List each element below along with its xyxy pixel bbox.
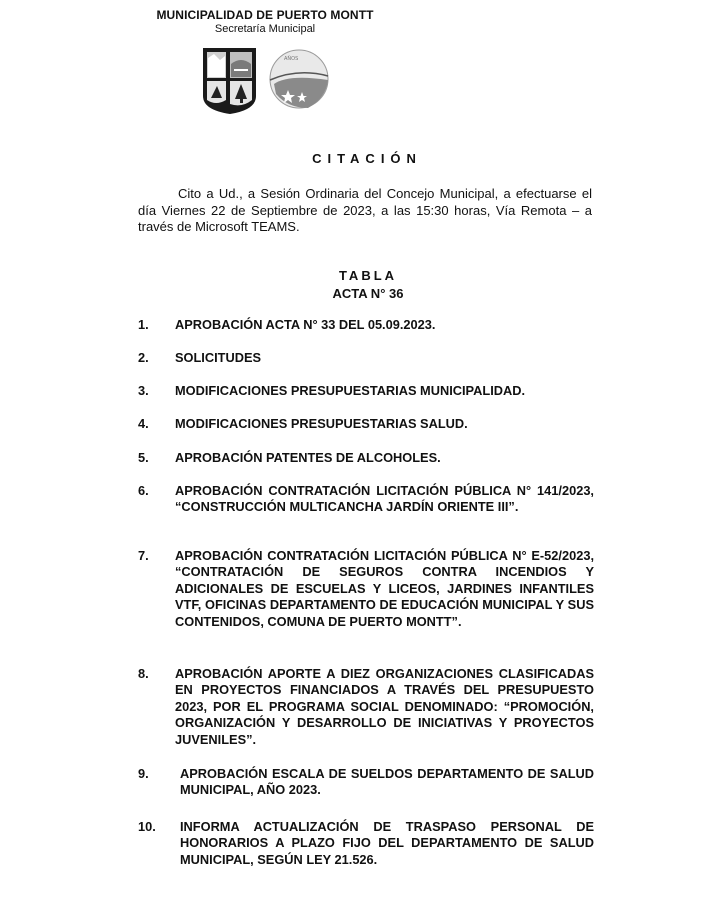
agenda-item-text: MODIFICACIONES PRESUPUESTARIAS MUNICIPALIDAD. bbox=[175, 383, 526, 398]
letterhead bbox=[150, 8, 380, 35]
agenda-item-number: 1. bbox=[138, 317, 149, 332]
agenda-item bbox=[138, 483, 594, 516]
agenda-item bbox=[138, 548, 594, 630]
minutes-label: ACTA N° 36 bbox=[332, 286, 404, 301]
agenda-item-text: APROBACIÓN ESCALA DE SUELDOS DEPARTAMENTO DE SALUD MUNICIPAL, AÑO 2023. bbox=[180, 766, 594, 798]
table-heading: TABLA bbox=[338, 268, 398, 283]
agenda-item bbox=[138, 819, 594, 868]
agenda-item bbox=[138, 383, 594, 399]
agenda-item-number: 7. bbox=[138, 548, 149, 563]
invitation-text: Cito a Ud., a Sesión Ordinaria del Concejo Municipal, a efectuarse el día Viernes 22 de Septiembre de 2023, a las 15:30 horas, Vía Remota – a través de Microsoft TEAMS. bbox=[138, 186, 592, 234]
document-title: CITACIÓN bbox=[312, 151, 422, 166]
department-name: Secretaría Municipal bbox=[214, 23, 316, 35]
agenda-item-text: APROBACIÓN PATENTES DE ALCOHOLES. bbox=[175, 450, 441, 465]
agenda-item-number: 9. bbox=[138, 766, 149, 781]
anniversary-emblem-icon bbox=[268, 46, 330, 112]
agenda-item-text: SOLICITUDES bbox=[175, 350, 262, 365]
agenda-item-text: INFORMA ACTUALIZACIÓN DE TRASPASO PERSONAL DE HONORARIOS A PLAZO FIJO DEL DEPARTAMENTO DE SALUD MUNICIPAL, SEGÚN LEY 21.526. bbox=[180, 819, 594, 867]
agenda-item bbox=[138, 317, 594, 333]
agenda-item bbox=[138, 666, 594, 748]
agenda-item-text: MODIFICACIONES PRESUPUESTARIAS SALUD. bbox=[175, 416, 468, 431]
agenda-item-number: 4. bbox=[138, 416, 149, 431]
organization-name: MUNICIPALIDAD DE PUERTO MONTT bbox=[156, 8, 374, 22]
agenda-item-number: 5. bbox=[138, 450, 149, 465]
agenda-item-text: APROBACIÓN ACTA N° 33 DEL 05.09.2023. bbox=[175, 317, 436, 332]
agenda-item-number: 3. bbox=[138, 383, 149, 398]
agenda-item-number: 8. bbox=[138, 666, 149, 681]
agenda-item-number: 2. bbox=[138, 350, 149, 365]
agenda-item-text: APROBACIÓN CONTRATACIÓN LICITACIÓN PÚBLICA N° E-52/2023, “CONTRATACIÓN DE SEGUROS CONTRA INCENDIOS Y ADICIONALES DE ESCUELAS Y LICEOS, JARDINES INFANTILES VTF, OFICINAS DEPARTAMENTO DE EDUCACIÓN MUNICIPAL Y SUS CONTENIDOS, COMUNA DE PUERTO MONTT”. bbox=[175, 548, 594, 629]
agenda-item-text: APROBACIÓN APORTE A DIEZ ORGANIZACIONES CLASIFICADAS EN PROYECTOS FINANCIADOS A TRAVÉS DEL PRESUPUESTO 2023, POR EL PROGRAMA SOCIAL DENOMINADO: “PROMOCIÓN, ORGANIZACIÓN Y DESARROLLO DE INICIATIVAS Y PROYECTOS JUVENILES”. bbox=[175, 666, 594, 747]
agenda-item bbox=[138, 416, 594, 432]
invitation-paragraph bbox=[138, 186, 592, 236]
svg-text:AÑOS: AÑOS bbox=[284, 56, 299, 62]
agenda-item-number: 6. bbox=[138, 483, 149, 498]
agenda-item bbox=[138, 450, 594, 466]
agenda-item-number: 10. bbox=[138, 819, 156, 834]
agenda-item bbox=[138, 350, 594, 366]
agenda-item-text: APROBACIÓN CONTRATACIÓN LICITACIÓN PÚBLICA N° 141/2023, “CONSTRUCCIÓN MULTICANCHA JARDÍN ORIENTE III”. bbox=[175, 483, 594, 515]
agenda-item bbox=[138, 766, 594, 799]
